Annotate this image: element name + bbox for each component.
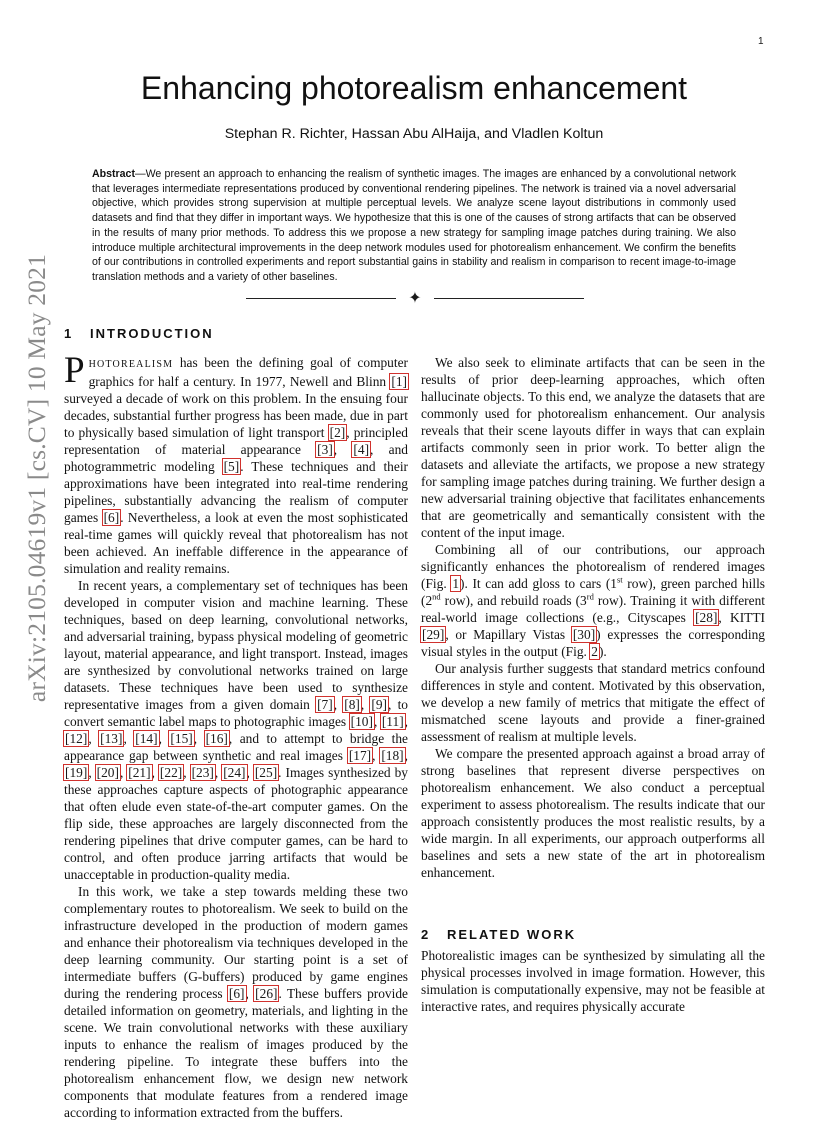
text-run: , principled representation of material appearance [64, 425, 408, 457]
citation-link[interactable]: [16] [205, 731, 228, 746]
text-run: , [214, 765, 223, 780]
section-heading-related-work [421, 927, 576, 942]
section-number: 2 [421, 927, 429, 942]
citation-link[interactable]: [11] [381, 714, 404, 729]
text-run: , KITTI [718, 610, 765, 625]
intro-paragraph-2 [64, 577, 408, 883]
section-heading-introduction [64, 326, 214, 341]
text-run: . Images synthesized by these approaches capture aspects of photographic appearance that often elude even state-of-the-art computer games. On the flip side, these approaches are largely disconnected from the rendering pipelines that drive computer games, can be hard to control, and often produce jarring artifacts that would be unacceptable in production-quality media. [64, 765, 408, 882]
citation-link[interactable]: [17] [348, 748, 372, 763]
citation-link[interactable]: [29] [422, 627, 445, 642]
text-run: has been the defining goal of computer graphics for half a century. In 1977, Newell and Blinn [88, 355, 408, 389]
abstract-text: —We present an approach to enhancing the realism of synthetic images. The images are enhanced by a convolutional network that leverages intermediate representations produced by conventional rendering pipelines. The network is trained via a novel adversarial objective, which provides strong supervision at multiple perceptual levels. We analyze scene layout distributions in commonly used datasets and find that they differ in important ways. We hypothesize that this is one of the causes of strong artifacts that can be observed in the results of many prior methods. To address this we propose a new strategy for sampling image patches during training. We also introduce multiple architectural improvements in the deep network modules used for photorealism enhancement. We confirm the benefits of our contributions in controlled experiments and report substantial gains in stability and realism in comparison to recent image-to-image translation methods and a variety of other baselines. [92, 168, 736, 283]
citation-link[interactable]: [4] [353, 442, 370, 457]
section-number: 1 [64, 326, 72, 341]
citation-link[interactable]: [26] [255, 986, 278, 1001]
text-run: , and to attempt to bridge the appearance gap between synthetic and real images [64, 731, 408, 763]
text-run: , [333, 697, 344, 712]
citation-link[interactable]: [18] [381, 748, 404, 763]
ordinal-superscript: rd [586, 591, 594, 602]
text-run: surveyed a decade of work on this problem. In the ensuing four decades, substantial further progress has been made, due in part to physically based simulation of light transport [64, 391, 408, 440]
citation-link[interactable]: [1] [391, 374, 407, 389]
text-run: , [119, 765, 128, 780]
citation-link[interactable]: [23] [191, 765, 214, 780]
text-run: , [151, 765, 159, 780]
section-title: INTRODUCTION [90, 326, 214, 341]
right-column [421, 354, 765, 881]
ordinal-superscript: st [617, 574, 623, 585]
citation-link[interactable]: [25] [254, 765, 278, 780]
text-run: . Nevertheless, a look at even the most sophisticated real-time games will quickly reveal that photorealism has not been achieved. An ineffable difference in the appearance of simulation and reality remains. [64, 510, 408, 576]
text-run: , [245, 986, 255, 1001]
text-run: Our analysis further suggests that standard metrics confound differences in style and content. Motivated by this observation, we develop a new family of metrics that mitigate the effect of mismatched scene layouts and provide a finer-grained assessment of realism at multiple levels. [421, 661, 765, 744]
citation-link[interactable]: [21] [128, 765, 151, 780]
citation-link[interactable]: [28] [695, 610, 718, 625]
text-run: In this work, we take a step towards melding these two complementary routes to photorealism. We seek to build on the infrastructure developed in the production of modern games and enhance their photorealism via techniques developed in the deep learning community. Our starting point is a set of intermediate buffers (G-buffers) produced by game engines during the rendering process [64, 884, 408, 1001]
section-separator [246, 292, 584, 306]
section-title: RELATED WORK [447, 927, 577, 942]
intro-paragraph-4 [421, 354, 765, 541]
text-run: , [404, 748, 408, 763]
citation-link[interactable]: [12] [65, 731, 88, 746]
citation-link[interactable]: [6] [228, 986, 245, 1001]
text-run: , or Mapillary Vistas [445, 627, 572, 642]
citation-link[interactable]: [20] [96, 765, 119, 780]
text-run: ). [598, 644, 607, 659]
citation-link[interactable]: [24] [223, 765, 246, 780]
citation-link[interactable]: [30] [572, 627, 596, 642]
citation-link[interactable]: [3] [317, 442, 333, 457]
citation-link[interactable]: [8] [344, 697, 360, 712]
text-run: , to convert semantic label maps to photographic images [64, 697, 408, 729]
intro-paragraph-1 [64, 350, 409, 577]
text-run: We compare the presented approach against a broad array of strong baselines that represent diverse perspectives on photorealism enhancement. We also conduct a perceptual experiment to assess photorealism. The results indicate that our approach consistently produces the most realistic results, by a wide margin. In all experiments, our approach outperforms all baselines and sets a new state of the art in photorealism enhancement. [421, 746, 765, 880]
citation-link[interactable]: [5] [223, 459, 240, 474]
citation-link[interactable]: [10] [350, 714, 373, 729]
text-run: ) expresses the corresponding visual styles in the output (Fig. [421, 627, 765, 659]
paper-title: Enhancing photorealism enhancement [140, 70, 688, 106]
figure-link[interactable]: 2 [591, 644, 598, 659]
text-run: Combining all of our contributions, our approach significantly enhances the photorealism of rendered images (Fig. [421, 542, 765, 591]
small-caps-word: HOTOREALISM [88, 359, 174, 370]
citation-link[interactable]: [14] [135, 731, 158, 746]
related-work-paragraph-1 [421, 947, 765, 1015]
text-run: . These techniques and their approximations have been integrated into real-time rendering pipelines, substantially advancing the realism of computer games [64, 459, 409, 525]
citation-link[interactable]: [13] [100, 731, 123, 746]
text-run: row), green parched hills (2 [421, 576, 766, 608]
citation-link[interactable]: [7] [317, 697, 333, 712]
text-run: We also seek to eliminate artifacts that can be seen in the results of prior deep-learning approaches, which often hallucinate objects. To this end, we analyze the datasets that are commonly used for photorealism enhancement. Our analysis reveals that their scene layouts differ in ways that can explain artifacts commonly seen in prior work. To better align the datasets and alleviate the artifacts, we propose a new strategy for sampling image patches during training. We further design a new adversarial training objective that facilitates enhancements that are geometrically and semantically consistent with the content of the input image. [421, 355, 765, 540]
citation-link[interactable]: [2] [329, 425, 346, 440]
text-run: Photorealistic images can be synthesized by simulating all the physical processes involved in image formation. However, this simulation is computationally expensive, may not be feasible at interactive rates, and requires physically accurate [421, 948, 765, 1014]
text-run: , [183, 765, 191, 780]
ordinal-superscript: nd [432, 591, 441, 602]
text-run: . These buffers provide detailed information on geometry, materials, and lighting in the scene. We train convolutional networks with these auxiliary inputs to enhance the realism of images produced by the rendering pipeline. To integrate these buffers into the photorealism enhancement flow, we design new network components that modulate features from a rendered image according to information extracted from the buffers. [64, 986, 408, 1120]
text-run: , [88, 765, 96, 780]
text-run: , [158, 731, 170, 746]
author-list: Stephan R. Richter, Hassan Abu AlHaija, and Vladlen Koltun [224, 126, 604, 142]
abstract [92, 167, 736, 285]
separator-diamond-icon: ✦ [408, 290, 422, 307]
page-number: 1 [758, 36, 764, 47]
arxiv-identifier[interactable]: arXiv:2105.04619v1 [cs.CV] 10 May 2021 [22, 253, 51, 703]
text-run: , [193, 731, 205, 746]
text-run: , [246, 765, 254, 780]
text-run: , [123, 731, 135, 746]
intro-paragraph-5 [421, 541, 765, 660]
intro-paragraph-7 [421, 745, 765, 881]
arxiv-sidebar [20, 253, 54, 703]
text-run: , [360, 697, 371, 712]
intro-paragraph-6 [421, 660, 765, 745]
text-run: In recent years, a complementary set of techniques has been developed in computer vision and machine learning. These techniques, based on deep learning, convolutional networks, and adversarial training, bypass physical modeling of geometric layout, material appearance, and light transport. Instead, images are synthesized by convolutional networks trained on large datasets. These techniques have been used to synthesize representative images from a given domain [64, 578, 408, 712]
text-run: , [404, 714, 409, 729]
text-run: , [373, 714, 381, 729]
text-run: row). Training it with different real-world image collections (e.g., Cityscapes [421, 593, 765, 625]
citation-link[interactable]: [6] [103, 510, 120, 525]
citation-link[interactable]: [9] [371, 697, 388, 712]
intro-paragraph-3 [64, 883, 408, 1121]
text-run: , [372, 748, 381, 763]
separator-rule-left [246, 298, 396, 299]
left-column [64, 350, 409, 1121]
figure-link[interactable]: 1 [452, 576, 460, 591]
related-work-column [421, 947, 765, 1015]
drop-cap: P [64, 350, 85, 391]
citation-link[interactable]: [19] [65, 765, 88, 780]
text-run: , [333, 442, 353, 457]
separator-rule-right [434, 298, 584, 299]
abstract-label: Abstract [92, 168, 135, 180]
text-run: , and photogrammetric modeling [64, 442, 409, 474]
citation-link[interactable]: [15] [170, 731, 193, 746]
citation-link[interactable]: [22] [159, 765, 183, 780]
text-run: , [88, 731, 100, 746]
text-run: row), and rebuild roads (3 [440, 593, 587, 608]
text-run: ). It can add gloss to cars (1 [460, 576, 617, 591]
